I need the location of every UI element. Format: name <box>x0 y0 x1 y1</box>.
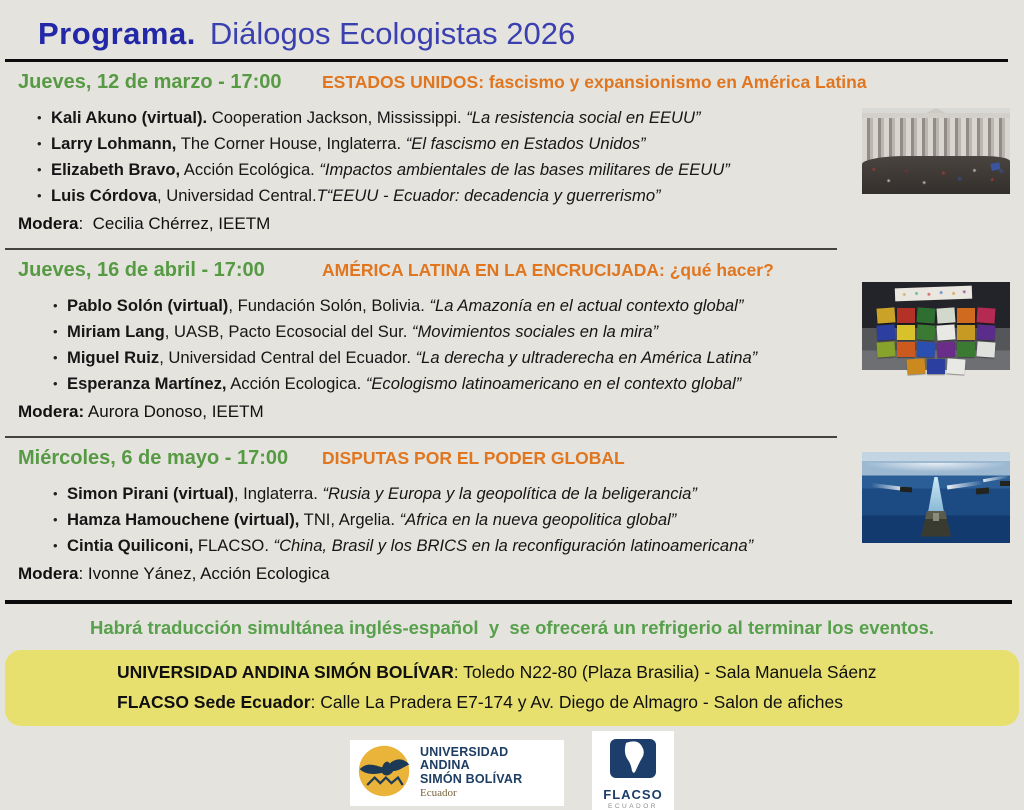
speaker-item <box>52 533 860 559</box>
speaker-affiliation: Acción Ecologica. <box>226 374 366 393</box>
speaker-item <box>52 293 860 319</box>
venues-banner <box>5 650 1019 726</box>
speaker-item <box>36 183 860 209</box>
session-divider-1 <box>5 248 837 250</box>
speaker-affiliation: , Universidad Central del Ecuador. <box>159 348 416 367</box>
session-1-moderator <box>18 212 860 236</box>
talk-title: “Ecologismo latinoamericano en el contexto global” <box>365 374 742 393</box>
speaker-name: Esperanza Martínez, <box>67 374 227 393</box>
speaker-name: Elizabeth Bravo, <box>51 160 181 179</box>
speaker-name: Kali Akuno (virtual). <box>51 108 208 127</box>
session-1-speakers <box>18 105 860 209</box>
session-3-speakers <box>18 481 860 559</box>
speaker-affiliation: , Inglaterra. <box>233 484 323 503</box>
speaker-name: Luis Córdova <box>51 186 158 205</box>
talk-title: “Africa en la nueva geopolitica global” <box>399 510 677 529</box>
session-3-moderator <box>18 562 860 586</box>
venue-name: UNIVERSIDAD ANDINA SIMÓN BOLÍVAR <box>117 662 454 682</box>
talk-title: “La resistencia social en EEUU” <box>466 108 701 127</box>
session-2-date: Jueves, 16 de abril - 17:00 <box>18 259 265 281</box>
protest-crowd <box>862 156 1010 194</box>
talk-title: “Movimientos sociales en la mira” <box>411 322 659 341</box>
session-1-date: Jueves, 12 de marzo - 17:00 <box>18 71 282 93</box>
speaker-item <box>36 105 860 131</box>
talk-title: T“EEUU - Ecuador: decadencia y guerrerismo” <box>316 186 661 205</box>
flacso-logo <box>592 731 674 810</box>
speaker-item <box>52 507 860 533</box>
talk-title: “La Amazonía en el actual contexto global” <box>429 296 744 315</box>
speaker-affiliation: , Universidad Central. <box>157 186 317 205</box>
speaker-name: Cintia Quiliconi, <box>67 536 194 555</box>
venue-address: : Calle La Pradera E7-174 y Av. Diego de Almagro - Salon de afiches <box>310 692 843 712</box>
uasb-logo <box>350 740 564 806</box>
session-1-body <box>18 105 860 236</box>
session-1-title: ESTADOS UNIDOS: fascismo y expansionismo en América Latina <box>322 72 867 92</box>
photo-capitol-crowd <box>862 108 1010 194</box>
translation-note: Habrá traducción simultánea inglés-español y se ofrecerá un refrigerio al terminar los eventos. <box>89 617 935 638</box>
page-header <box>0 0 1024 52</box>
uasb-line2: SIMÓN BOLÍVAR <box>420 771 523 786</box>
speaker-name: Miguel Ruiz <box>67 348 160 367</box>
talk-title: “Rusia y Europa y la geopolítica de la beligerancia” <box>322 484 697 503</box>
moderator-name: : Ivonne Yánez, Acción Ecologica <box>78 564 330 583</box>
talk-title: “Impactos ambientales de las bases militares de EEUU” <box>319 160 730 179</box>
page-title-programa: Programa. <box>38 16 196 51</box>
venue-uasb <box>117 657 1009 687</box>
moderator-label: Modera: <box>18 402 85 421</box>
speaker-affiliation: Acción Ecológica. <box>180 160 320 179</box>
flacso-map-icon <box>609 738 657 785</box>
session-1-header <box>18 71 1024 94</box>
speaker-affiliation: Cooperation Jackson, Mississippi. <box>207 108 467 127</box>
session-2-title: AMÉRICA LATINA EN LA ENCRUCIJADA: ¿qué hacer? <box>322 260 774 280</box>
photo-carrier-fleet <box>862 452 1010 543</box>
session-2-body <box>18 293 860 424</box>
uasb-line3: Ecuador <box>420 787 457 800</box>
moderator-label: Modera <box>18 214 79 233</box>
session-divider-2 <box>5 436 837 438</box>
session-2-header <box>18 259 1024 282</box>
speaker-name: Pablo Solón (virtual) <box>67 296 229 315</box>
speaker-affiliation: , UASB, Pacto Ecosocial del Sur. <box>164 322 412 341</box>
logos-row <box>0 731 1024 810</box>
speaker-name: Miriam Lang <box>67 322 165 341</box>
speaker-item <box>36 131 860 157</box>
speaker-item <box>52 481 860 507</box>
speaker-name: Simon Pirani (virtual) <box>67 484 234 503</box>
footer-divider <box>5 600 1012 604</box>
speaker-item <box>52 371 860 397</box>
talk-title: “China, Brasil y los BRICS en la reconfiguración latinoamericana” <box>273 536 754 555</box>
far-right-escort-ship <box>1000 481 1010 486</box>
speaker-item <box>36 157 860 183</box>
uasb-line1: UNIVERSIDAD ANDINA <box>420 744 509 773</box>
session-2-speakers <box>18 293 860 397</box>
session-2-moderator <box>18 400 860 424</box>
venue-address: : Toledo N22-80 (Plaza Brasilia) - Sala Manuela Sáenz <box>453 662 877 682</box>
flag-mosaic <box>875 308 996 354</box>
uasb-condor-icon <box>356 743 412 804</box>
session-3-title: DISPUTAS POR EL PODER GLOBAL <box>322 448 625 468</box>
flacso-sub: ECUADOR <box>607 803 658 810</box>
session-3-body <box>18 481 860 586</box>
page-title-event: Diálogos Ecologistas 2026 <box>209 16 576 51</box>
venue-flacso <box>117 687 1009 717</box>
flacso-name: FLACSO <box>603 787 663 802</box>
venue-name: FLACSO Sede Ecuador <box>117 692 311 712</box>
moderator-name: Aurora Donoso, IEETM <box>84 402 264 421</box>
header-divider <box>5 59 1008 62</box>
talk-title: “La derecha y ultraderecha en América Latina” <box>415 348 758 367</box>
speaker-affiliation: FLACSO. <box>193 536 274 555</box>
speaker-item <box>52 319 860 345</box>
moderator-name: : Cecilia Chérrez, IEETM <box>78 214 271 233</box>
moderator-label: Modera <box>18 564 79 583</box>
cloud-band <box>862 463 1010 474</box>
speaker-name: Hamza Hamouchene (virtual), <box>67 510 300 529</box>
speaker-affiliation: , Fundación Solón, Bolivia. <box>228 296 430 315</box>
speaker-name: Larry Lohmann, <box>51 134 177 153</box>
talk-title: “El fascismo en Estados Unidos” <box>405 134 646 153</box>
session-3-date: Miércoles, 6 de mayo - 17:00 <box>18 447 289 469</box>
speaker-affiliation: TNI, Argelia. <box>299 510 400 529</box>
speaker-affiliation: The Corner House, Inglaterra. <box>176 134 406 153</box>
photo-flags-march <box>862 282 1010 370</box>
speaker-item <box>52 345 860 371</box>
uasb-logo-text <box>420 746 558 800</box>
